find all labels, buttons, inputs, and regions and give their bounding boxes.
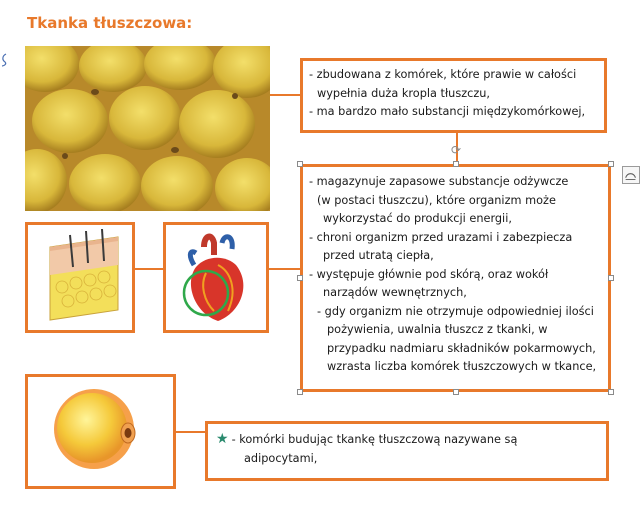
fat-cells-photo[interactable] — [25, 46, 270, 211]
edge-mark-icon — [0, 52, 8, 68]
connector-line — [176, 431, 205, 433]
heart-illustration[interactable] — [163, 222, 269, 333]
skin-layer-illustration[interactable] — [25, 222, 135, 333]
connector-line — [269, 268, 300, 270]
page-title: Tkanka tłuszczowa: — [27, 14, 193, 32]
connector-line — [270, 94, 300, 96]
text-box-structure[interactable] — [300, 58, 607, 133]
text-line: przypadku nadmiaru składników pokarmowych, — [327, 341, 596, 355]
text-line: - gdy organizm nie otrzymuje odpowiedniej ilości — [317, 304, 594, 318]
fat-cell-illustration[interactable] — [25, 374, 176, 489]
text-line: - ma bardzo mało substancji międzykomórkowej, — [309, 105, 586, 118]
resize-handle[interactable] — [297, 161, 303, 167]
text-line-content: - komórki budując tkankę tłuszczową nazywane są — [231, 433, 518, 446]
layout-options-icon[interactable] — [622, 166, 640, 184]
text-line: adipocytami, — [244, 451, 318, 465]
text-line: - magazynuje zapasowe substancje odżywcze — [309, 175, 569, 188]
resize-handle[interactable] — [608, 161, 614, 167]
resize-handle[interactable] — [297, 275, 303, 281]
text-line: narządów wewnętrznych, — [323, 286, 467, 299]
text-line: przed utratą ciepła, — [323, 249, 434, 262]
star-icon: ★ — [216, 431, 229, 447]
rotate-handle-icon[interactable]: ⟳ — [450, 143, 462, 157]
resize-handle[interactable] — [453, 161, 459, 167]
text-line: - chroni organizm przed urazami i zabezpiecza — [309, 230, 573, 244]
text-line: wypełnia duża kropla tłuszczu, — [317, 86, 491, 100]
text-line — [216, 430, 598, 450]
text-line: wzrasta liczba komórek tłuszczowych w tkance, — [327, 360, 597, 373]
text-line: pożywienia, uwalnia tłuszcz z tkanki, w — [327, 323, 548, 336]
text-line: - zbudowana z komórek, które prawie w całości — [309, 68, 577, 81]
resize-handle[interactable] — [297, 389, 303, 395]
text-line: - występuje głównie pod skórą, oraz wokół — [309, 267, 549, 281]
text-line: wykorzystać do produkcji energii, — [323, 212, 512, 225]
text-box-adipocytes[interactable] — [205, 421, 609, 481]
resize-handle[interactable] — [608, 389, 614, 395]
text-line: (w postaci tłuszczu), które organizm może — [317, 193, 556, 207]
text-box-functions[interactable] — [300, 164, 611, 392]
connector-line — [135, 268, 163, 270]
resize-handle[interactable] — [453, 389, 459, 395]
resize-handle[interactable] — [608, 275, 614, 281]
